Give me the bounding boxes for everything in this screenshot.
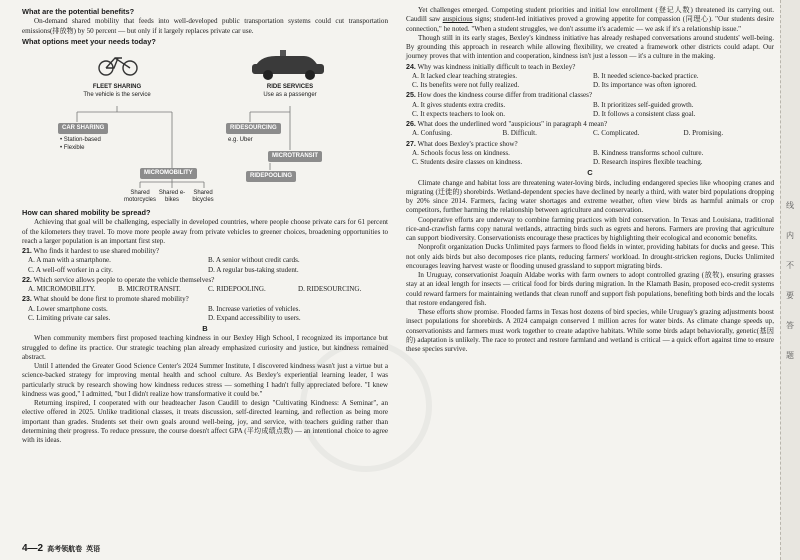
- question-25: 25. How does the kindness course differ from traditional classes?: [406, 91, 593, 100]
- heading-spread: How can shared mobility be spread?: [22, 208, 151, 217]
- option: B. A senior without credit cards.: [208, 256, 300, 265]
- paragraph: In Uruguay, conservationist Joaquín Aldabe works with farm owners to adopt controlled grazing (放牧), ensuring grasses stay at an ideal length for insects — critical food for birds during migration. In the Klamath Basin, proposed eco-credit systems could reward farmers for maintaining wetlands that clean runoff and support fish populations, benefiting both birds and the locals that restore endangered fish.: [406, 271, 774, 307]
- bicycle-icon: [99, 58, 137, 75]
- paragraph: When community members first proposed teaching kindness in our Bexley High School, I recognized its importance but struggled to define its practice. Our strategic teaching plan already emphasized curiosity and justice, but kindness remained abstract.: [22, 334, 388, 361]
- fleet-title: FLEET SHARING: [92, 84, 142, 90]
- underlined-word: auspicious: [442, 15, 473, 24]
- option: D. Its importance was often ignored.: [593, 81, 697, 89]
- option: A. MICROMOBILITY.: [28, 285, 96, 293]
- option: C. Complicated.: [593, 129, 640, 138]
- section-c-label: C: [587, 168, 593, 178]
- option: D. Promising.: [683, 129, 724, 138]
- option: B. It prioritizes self-guided growth.: [593, 100, 694, 109]
- paragraph: Achieving that goal will be challenging, especially in developed countries, where people choose private cars for 61 percent of the kilometers they travel. To move more people away from private vehicles to greener choices, broadening opportunities to reach a larger population is an important first step.: [22, 218, 388, 245]
- option: A. A man with a smartphone.: [28, 256, 111, 265]
- box-micromobility: MICROMOBILITY: [140, 168, 197, 179]
- question-23: 23. What should be done first to promote shared mobility?: [22, 295, 189, 304]
- footer-subject: 英语: [86, 545, 101, 553]
- option: C. Students desire classes on kindness.: [412, 158, 523, 166]
- box-car-sharing: CAR SHARING: [58, 123, 108, 134]
- ridesourcing-example: e.g. Uber: [228, 137, 253, 143]
- micro-item: Shared motorcycles: [123, 190, 156, 203]
- option: B. Kindness transforms school culture.: [593, 148, 704, 157]
- option: A. Lower smartphone costs.: [28, 304, 108, 313]
- left-column: [22, 6, 388, 445]
- mobility-diagram: [22, 48, 388, 206]
- box-ridepooling: RIDEPOOLING: [246, 171, 296, 182]
- option: B. MICROTRANSIT.: [118, 285, 181, 293]
- option: D. Research inspires flexible teaching.: [593, 158, 703, 166]
- side-char: 要: [786, 291, 794, 300]
- option: A. Schools focus less on kindness.: [412, 148, 510, 157]
- ride-title: RIDE SERVICES: [266, 84, 314, 90]
- paragraph: On-demand shared mobility that feeds into well-developed public transportation systems could cut transportation emissions(排放物) by 50 percent — but only if it largely replaces private car use.: [22, 17, 388, 35]
- box-microtransit: MICROTRANSIT: [268, 151, 322, 162]
- car-bullet: • Station-based: [60, 137, 101, 143]
- question-27: 27. What does Bexley's practice show?: [406, 139, 518, 148]
- question-26: 26. What does the underlined word "auspicious" in paragraph 4 mean?: [406, 120, 608, 128]
- ride-subtitle: Use as a passenger: [263, 92, 317, 98]
- page-footer: [22, 543, 100, 554]
- question-21: 21. Who finds it hardest to use shared mobility?: [22, 247, 160, 255]
- paragraph: Until I attended the Greater Good Science Center's 2024 Summer Institute, I discovered kindness wasn't just a virtue but a science-backed strategy for improving mental health and school culture. As Bexley's experiential learning leader, I was particularly struck by research showing how kindness reduces stress — something I hadn't fully appreciated before. "I knew kindness was good," I admitted, "but I didn't realize how transformative it could be.": [22, 362, 388, 398]
- car-bullet: • Flexible: [60, 145, 85, 151]
- option: A. Confusing.: [412, 129, 453, 138]
- option: D. Expand accessibility to users.: [208, 313, 301, 322]
- option: B. Difficult.: [502, 129, 537, 138]
- side-char: 内: [786, 231, 794, 240]
- paragraph: Climate change and habitat loss are threatening water-loving birds, including endangered species like whooping cranes and migrating (迁徙的) shorebirds. Wetland-dependent species have declined by nearly a third, with water bird populations dropping by 20% since 2014. Farmers, facing water shortages and extreme weather, often view birds as harmful animals or crop competitors, further harming the relationship between agriculture and conservation.: [406, 178, 774, 215]
- right-column: [406, 6, 774, 354]
- micro-item: Shared e-bikes: [158, 190, 186, 203]
- option: C. Its benefits were not fully realized.: [412, 81, 520, 89]
- side-char: 线: [786, 201, 794, 210]
- options-27: [412, 149, 774, 168]
- option: A. It gives students extra credits.: [412, 100, 506, 109]
- box-ridesourcing: RIDESOURCING: [226, 123, 281, 134]
- option: C. It expects teachers to look on.: [412, 109, 505, 118]
- heading-options: What options meet your needs today?: [22, 36, 156, 46]
- option: B. Increase varieties of vehicles.: [208, 304, 301, 313]
- options-23: [28, 305, 388, 324]
- question-24: 24. Why was kindness initially difficult to teach in Bexley?: [406, 62, 576, 71]
- paragraph: Nonprofit organization Ducks Unlimited pays farmers to flood fields in winter, providing habitats for ducks and geese. This not only aids birds but also decomposes rice plants, reducing farmers' workload. In drought-stricken regions, Ducks Unlimited encourages leaving harvest waste or flooding unused grassland to support migrating birds.: [406, 243, 774, 270]
- question-22: 22. Which service allows people to operate the vehicle themselves?: [22, 275, 215, 284]
- option: C. A well-off worker in a city.: [28, 265, 113, 274]
- paragraph: Yet challenges emerged. Competing student priorities and initial low enrollment (登记人数) threatened its carrying out. Caudill saw auspicious signs; student-led initiatives proved a growing appetite for compassion (同理心). "Our students desire connection," he noted. "When a student struggles, we don't assume it's academic — we ask if it's a relationship issue.": [406, 6, 774, 33]
- option: A. It lacked clear teaching strategies.: [412, 71, 517, 80]
- option: D. A regular bus-taking student.: [208, 265, 299, 274]
- option: D. It follows a consistent class goal.: [593, 109, 696, 118]
- section-b-label: B: [202, 324, 208, 333]
- paragraph: Though still in its early stages, Bexley's kindness initiative has already reshaped conversations around students' well-being. By grounding this approach in research while allowing flexibility, we created a framework other districts could adapt. Our journey proves that with intention and cooperation, kindness isn't just a lesson — it's a culture in the making.: [406, 33, 774, 61]
- options-22: [28, 285, 388, 294]
- side-char: 题: [786, 351, 794, 360]
- binding-strip: [780, 0, 800, 560]
- side-char: 答: [786, 321, 794, 330]
- footer-label: 高考领航卷: [47, 545, 83, 553]
- paragraph: Returning inspired, I cooperated with our headteacher Jason Caudill to design "Cultivating Kindness: A Seminar", an elective offered in 2025. Unlike traditional classes, it treats discussion, self-directed learning, and reflection as being more important than grades. Students set their own goals around well-being, joy, and service, with teachers guiding rather than determining their progress. To reduce pressure, the course doesn't affect GPA (平均成绩点数) — an intentional choice to agree with its ideas.: [22, 399, 388, 444]
- paragraph: These efforts show promise. Flooded farms in Texas host dozens of bird species, while Uruguay's grazing adjustments boost insect populations for shorebirds. A 2024 campaign conserved 1 million acres for water birds. As climate change speeds up, conservationists and farmers must work together to create adaptive habitats. While some birds adapt behaviorally, genetic(基因的) adaptation is unlikely. The race to protect and restore farmland and wetland is critical — a quick effort against time to ensure these species survive.: [406, 308, 774, 353]
- fleet-subtitle: The vehicle is the service: [83, 92, 151, 98]
- car-icon: [252, 50, 324, 80]
- paragraph: Cooperative efforts are underway to combine farming practices with bird conservation. In Texas and Louisiana, traditional rice-and-crawfish farms copy natural wetlands, attracting birds such as egrets and herons. Farmers are proving that agriculture can support biodiversity. Conservationists encourage these practices by highlighting their ecological and economic benefits.: [406, 215, 774, 242]
- page-number: 4—2: [22, 543, 44, 554]
- options-25: [412, 101, 774, 120]
- micro-item: Shared bicycles: [192, 190, 214, 203]
- options-26: [412, 129, 774, 138]
- option: C. Limiting private car sales.: [28, 313, 111, 322]
- side-char: 不: [786, 261, 794, 270]
- heading-benefits: What are the potential benefits?: [22, 7, 135, 16]
- options-21: [28, 256, 388, 275]
- options-24: [412, 72, 774, 91]
- option: D. RIDESOURCING.: [298, 285, 362, 293]
- option: B. It needed science-backed practice.: [593, 71, 699, 80]
- option: C. RIDEPOOLING.: [208, 285, 266, 293]
